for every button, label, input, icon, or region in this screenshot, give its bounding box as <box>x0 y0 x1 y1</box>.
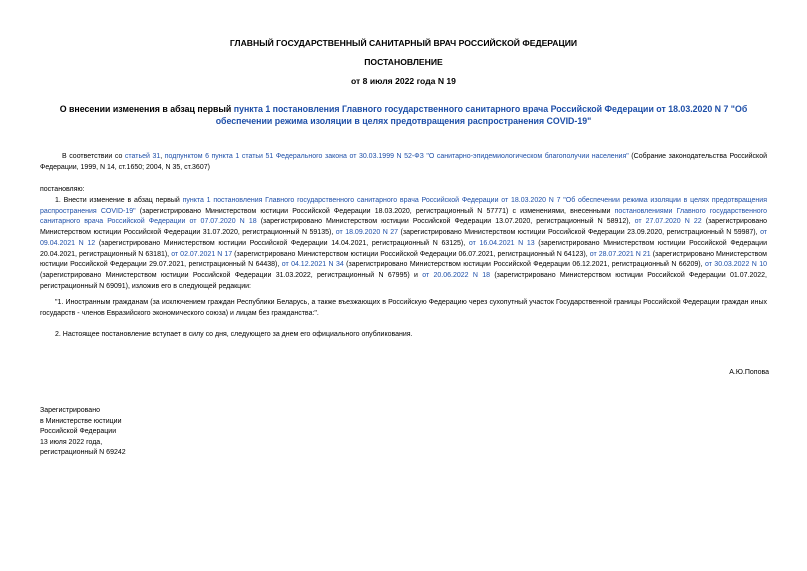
signature: А.Ю.Попова <box>729 369 769 376</box>
registration-line: 13 июля 2022 года, <box>40 438 103 446</box>
item-1-text: (зарегистрировано Министерством юстиции Российской Федерации 29.07.2021, регистрационный N 64438), <box>40 250 767 269</box>
item-1-text: (зарегистрировано Министерством юстиции Российской Федерации 31.07.2020, регистрационный N 59135), <box>40 218 768 237</box>
registration-line: в Министерстве юстиции <box>40 417 122 425</box>
link-decree-10-2022[interactable]: от 30.03.2022 N 10 <box>704 261 767 269</box>
quoted-amendment: "1. Иностранным гражданам (за исключением граждан Республики Беларусь, а также въезжающих в Российскую Федерацию через сухопутный участок Государственной границы Российской Федерации граждан иных государств - членов Евразийского экономического союза) и лицам без гражданства:". <box>40 299 767 317</box>
link-federal-law-52fz[interactable]: подпунктом 6 пункта 1 статьи 51 Федерального закона от 30.03.1999 N 52-ФЗ "О санитарно-эпидемиологическом благополучии населения" <box>164 153 629 160</box>
item-1-text: (зарегистрировано Министерством юстиции Российской Федерации 14.04.2021, регистрационный N 63125), <box>95 239 469 247</box>
link-decree-12-2021[interactable]: от 09.04.2021 N 12 <box>40 229 768 247</box>
link-article-31[interactable]: статьей 31 <box>124 153 161 160</box>
registration-line: Российской Федерации <box>40 428 117 435</box>
item-1-text: (зарегистрировано Министерством юстиции Российской Федерации 13.07.2020, регистрационный N 58912), <box>256 218 635 226</box>
preamble-text: (Собрание законодательства Российской Федерации, 1999, N 14, ст.1650; 2004, N 35, ст.3607) <box>40 153 767 171</box>
issuing-authority: ГЛАВНЫЙ ГОСУДАРСТВЕННЫЙ САНИТАРНЫЙ ВРАЧ РОССИЙСКОЙ ФЕДЕРАЦИИ <box>229 38 578 48</box>
item-1-paragraph <box>40 196 767 292</box>
document-type: ПОСТАНОВЛЕНИЕ <box>364 57 443 67</box>
document-date-number: от 8 июля 2022 года N 19 <box>351 76 456 86</box>
link-decree-21-2021[interactable]: от 28.07.2021 N 21 <box>589 250 651 258</box>
preamble-paragraph <box>40 152 767 173</box>
link-decree-17-2021[interactable]: от 02.07.2021 N 17 <box>171 250 233 258</box>
item-1-text: (зарегистрировано Министерством юстиции Российской Федерации 18.03.2020, регистрационный N 57771) с изменениями, внесенными <box>135 207 615 215</box>
item-1-text: (зарегистрировано Министерством юстиции Российской Федерации 06.12.2021, регистрационный N 66209), <box>343 261 705 269</box>
link-decree-27-2020[interactable]: от 18.09.2020 N 27 <box>335 229 399 237</box>
item-1-text: (зарегистрировано Министерством юстиции Российской Федерации 23.09.2020, регистрационный N 59987), <box>398 229 761 237</box>
item-1-text: 1. Внести изменение в абзац первый <box>55 197 183 204</box>
preamble-text: В соответствии со <box>62 153 125 160</box>
link-decree-13-2021[interactable]: от 16.04.2021 N 13 <box>468 239 535 247</box>
item-1-text: (зарегистрировано Министерством юстиции Российской Федерации 01.07.2022, регистрационный N 69091), изложив его в следующей редакции: <box>40 271 767 290</box>
title-link[interactable]: пункта 1 постановления Главного государственного санитарного врача Российской Федерации от 18.03.2020 N 7 "Об обеспечении режима изоляции в целях предотвращения распространения COVID-19" <box>215 104 748 126</box>
link-decree-22-2020[interactable]: от 27.07.2020 N 22 <box>634 218 702 226</box>
item-1-text: (зарегистрировано Министерством юстиции Российской Федерации 06.07.2021, регистрационный N 64123), <box>232 250 590 258</box>
registration-line: Зарегистрировано <box>40 407 100 414</box>
link-decree-7[interactable]: пункта 1 постановления Главного государственного санитарного врача Российской Федерации от 18.03.2020 N 7 "Об обеспечении режима изоляции в целях предотвращения распространения COVID-19" <box>40 197 767 215</box>
registration-block <box>40 406 126 459</box>
link-decree-34-2021[interactable]: от 04.12.2021 N 34 <box>281 261 344 269</box>
registration-line: регистрационный N 69242 <box>40 449 126 456</box>
title-prefix: О внесении изменения в абзац первый <box>59 104 234 114</box>
document-title <box>40 103 767 127</box>
link-decree-18-2022[interactable]: от 20.06.2022 N 18 <box>422 271 490 279</box>
item-2-paragraph: 2. Настоящее постановление вступает в силу со дня, следующего за днем его официального опубликования. <box>55 331 413 338</box>
preamble-text: , <box>160 153 165 160</box>
decree-word: постановляю: <box>40 186 85 193</box>
link-decree-18-2020[interactable]: постановлениями Главного государственного санитарного врача Российской Федерации от 07.07.2020 N 18 <box>40 207 767 226</box>
item-1-text: (зарегистрировано Министерством юстиции Российской Федерации 31.03.2022, регистрационный N 67995) и <box>40 271 423 279</box>
item-1-text: (зарегистрировано Министерством юстиции Российской Федерации 20.04.2021, регистрационный N 63181), <box>40 239 768 258</box>
